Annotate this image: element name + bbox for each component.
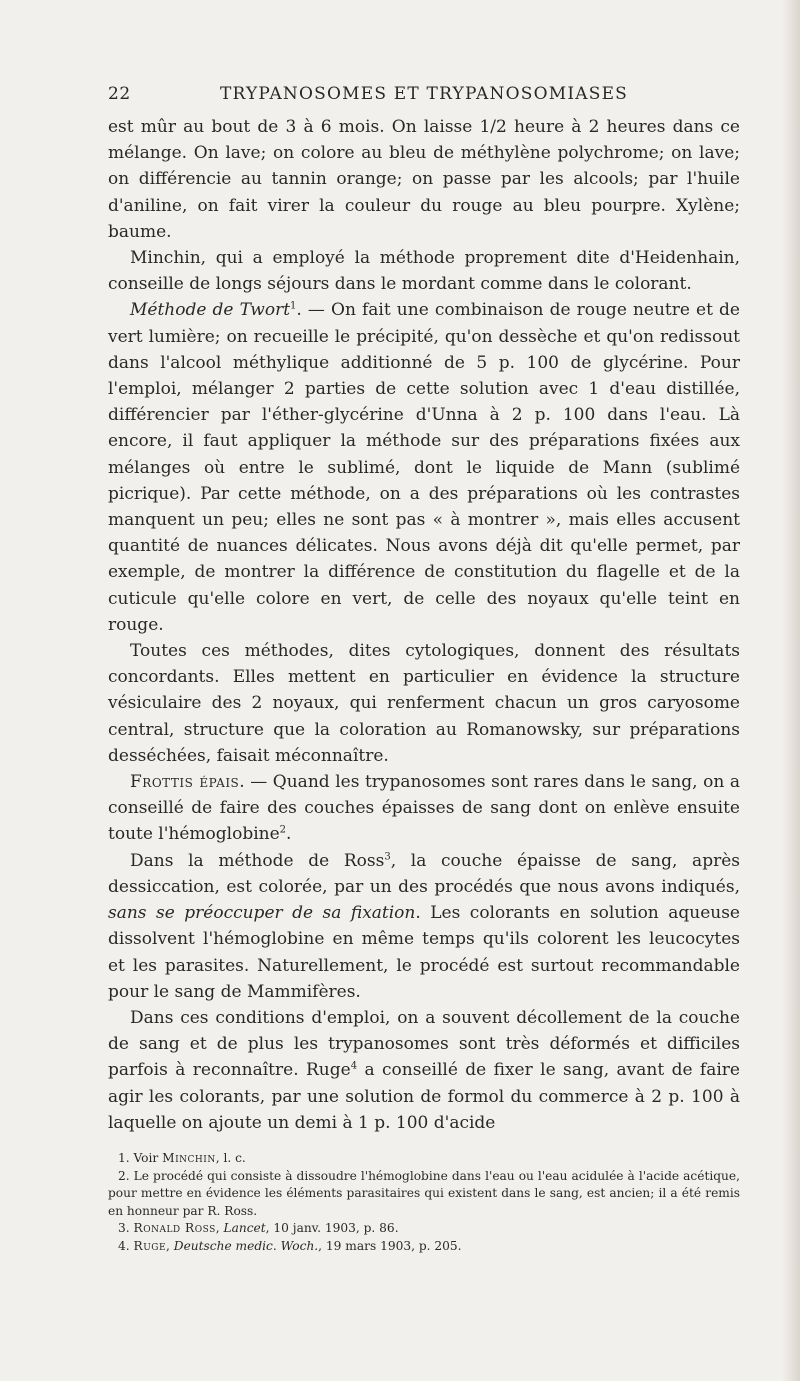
paragraph-ross-method: Dans la méthode de Ross$^3$, la couche épaisse de sang, après dessiccation, est colorée, par un des procédés que nous avons indiqués, sans se préoccuper de sa fixation. Les colorants en solution aqueuse dissolvent l'hémoglobine en même temps qu'ils colorent les leucocytes et les parasites. Naturellement, le procédé est surtout recommandable pour le sang de Mammifères.: [108, 850, 740, 1002]
footnotes: [108, 1150, 740, 1256]
paragraph-cytological-methods: Toutes ces méthodes, dites cytologiques, donnent des résultats concordants. Elles mettent en particulier en évidence la structure vésiculaire des 2 noyaux, qui renferment chacun un gros caryosome central, structure que la coloration au Romanowsky, sur préparations desséchées, faisait méconnaître.: [108, 641, 740, 766]
footnote-4: 4. Ruge, Deutsche medic. Woch., 19 mars 1903, p. 205.: [118, 1238, 462, 1253]
paragraph-minchin: Minchin, qui a employé la méthode proprement dite d'Heidenhain, conseille de longs séjours dans le mordant comme dans le colorant.: [108, 248, 740, 295]
book-page: [108, 84, 740, 1255]
twort-method-title: Méthode de Twort: [130, 300, 291, 321]
footnote-ref-3: 3: [384, 851, 391, 863]
thick-smears-heading: Frottis épais: [130, 772, 240, 793]
paragraph-ruge-fixation: Dans ces conditions d'emploi, on a souvent décollement de la couche de sang et de plus les trypanosomes sont très déformés et difficiles parfois à reconnaître. Ruge$^4$ a conseillé de fixer le sang, avant de faire agir les colorants, par une solution de formol du commerce à 2 p. 100 à laquelle on ajoute un demi à 1 p. 100 d'acide: [108, 1007, 740, 1133]
footnote-2: 2. Le procédé qui consiste à dissoudre l'hémoglobine dans l'eau ou l'eau acidulée à l'acide acétique, pour mettre en évidence les éléments parasitaires qui existent dans le sang, est ancien; il a été remis en honneur par R. Ross.: [108, 1168, 740, 1218]
page-number: 22: [108, 84, 131, 104]
ross-method-emphasis: sans se préoccuper de sa fixation: [108, 903, 416, 924]
footnote-1: 1. Voir Minchin, l. c.: [118, 1150, 246, 1165]
running-title: TRYPANOSOMES ET TRYPANOSOMIASES: [219, 84, 629, 104]
footnote-3: 3. Ronald Ross, Lancet, 10 janv. 1903, p. 86.: [118, 1221, 399, 1236]
paragraph-staining-steps: est mûr au bout de 3 à 6 mois. On laisse 1/2 heure à 2 heures dans ce mélange. On lave; on colore au bleu de méthylène polychrome; on lave; on différencie au tannin orange; on passe par les alcools; par l'huile d'aniline, on fait virer la couleur du rouge au bleu pourpre. Xylène; baume.: [108, 117, 740, 242]
paragraph-thick-smears: Frottis épais. — Quand les trypanosomes sont rares dans le sang, on a conseillé de faire des couches épaisses de sang dont on enlève ensuite toute l'hémoglobine$^2$.: [108, 772, 741, 845]
page-header: [108, 84, 740, 112]
page-edge-shadow: [782, 0, 800, 1381]
footnote-ref-1: 1: [290, 300, 297, 312]
footnote-ref-2: 2: [279, 824, 287, 836]
footnote-ref-4: 4: [350, 1060, 358, 1072]
body-text: [108, 114, 740, 1136]
paragraph-twort-method: Méthode de Twort$^1$. — On fait une combinaison de rouge neutre et de vert lumière; on recueille le précipité, qu'on dessèche et qu'on redissout dans l'alcool méthylique additionné de 5 p. 100 de glycérine. Pour l'emploi, mélanger 2 parties de cette solution avec 1 d'eau distillée, différencier par l'éther-glycérine d'Unna à 2 p. 100 dans l'eau. Là encore, il faut appliquer la méthode sur des préparations fixées aux mélanges où entre le sublimé, dont le liquide de Mann (sublimé picrique). Par cette méthode, on a des préparations où les contrastes manquent un peu; elles ne sont pas « à montrer », mais elles accusent quantité de nuances délicates. Nous avons déjà dit qu'elle permet, par exemple, de montrer la différence de constitution du flagelle et de la cuticule qu'elle colore en vert, de celle des noyaux qu'elle teint en rouge.: [108, 300, 740, 635]
